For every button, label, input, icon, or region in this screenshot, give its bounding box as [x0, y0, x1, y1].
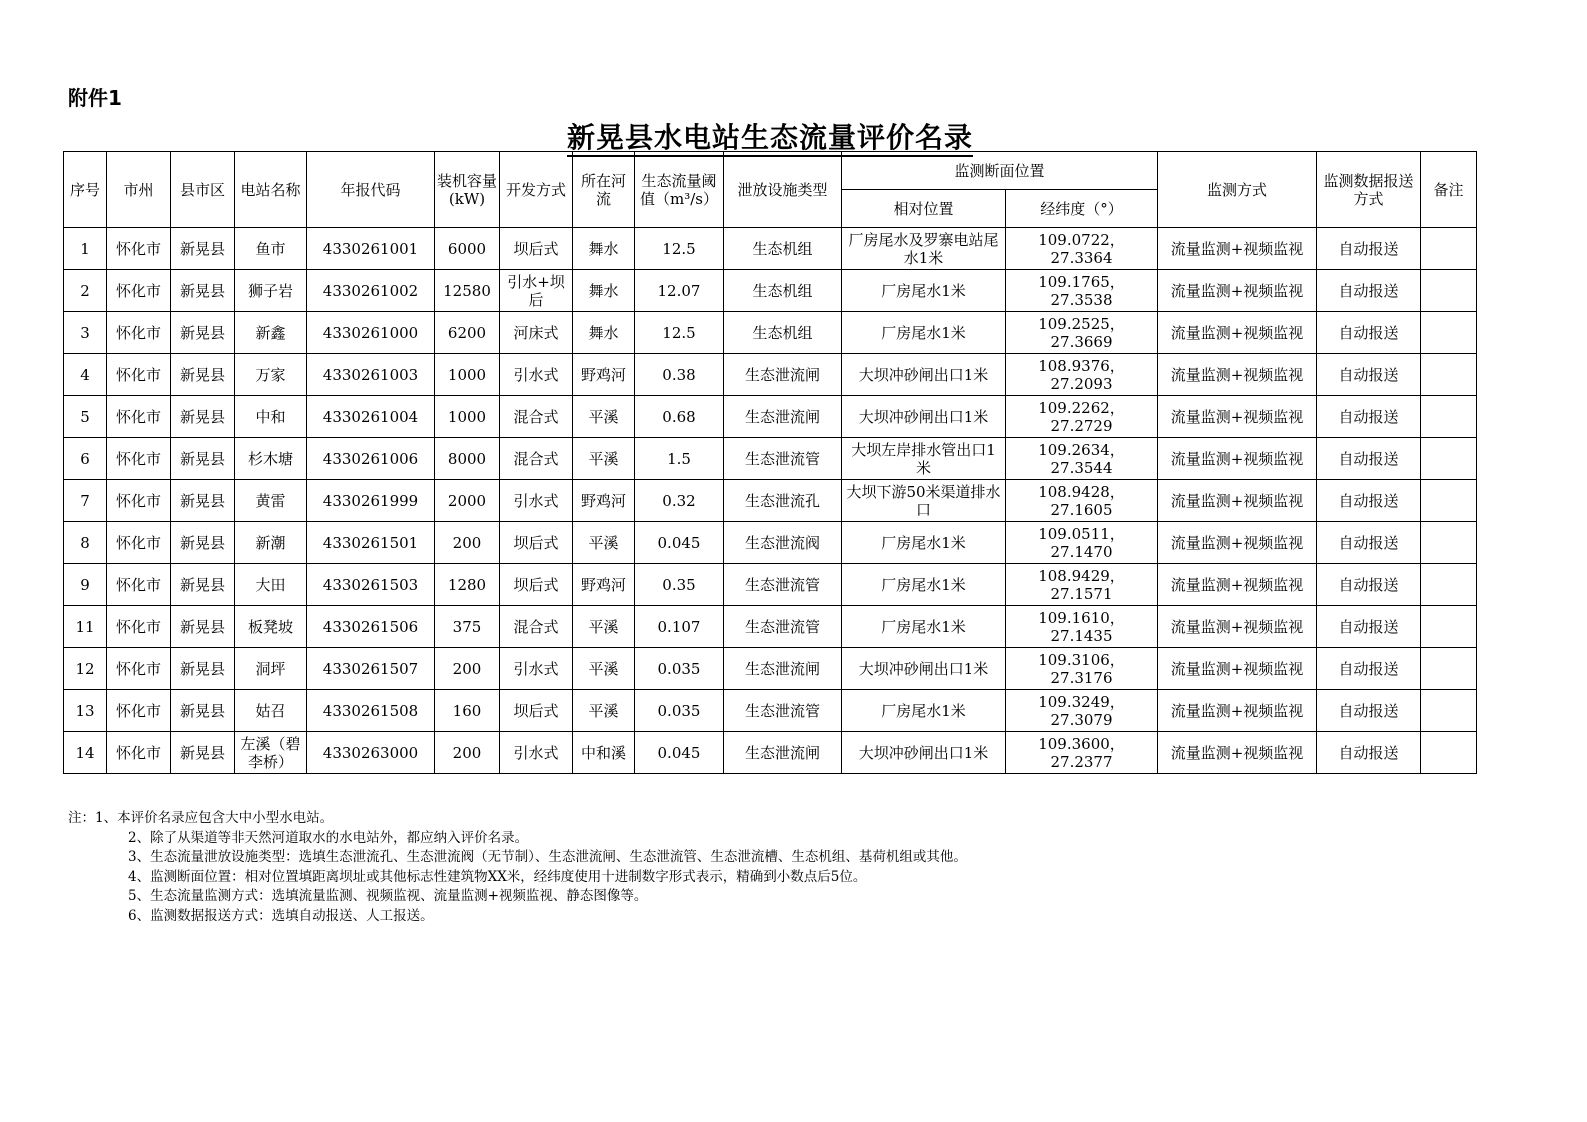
- cell-code: 4330261508: [307, 690, 435, 732]
- cell-county: 新晃县: [171, 648, 235, 690]
- table-row: [64, 312, 1477, 354]
- cell-monitor: 流量监测+视频监视: [1158, 648, 1317, 690]
- header-facility: 泄放设施类型: [724, 152, 842, 228]
- cell-county: 新晃县: [171, 270, 235, 312]
- cell-latlon: 109.2634，27.3544: [1006, 438, 1158, 480]
- cell-remark: [1421, 690, 1477, 732]
- cell-seq: 5: [64, 396, 107, 438]
- cell-latlon: 109.2262，27.2729: [1006, 396, 1158, 438]
- cell-seq: 11: [64, 606, 107, 648]
- cell-latlon: 108.9429，27.1571: [1006, 564, 1158, 606]
- header-capacity: 装机容量(kW): [435, 152, 500, 228]
- header-remark: 备注: [1421, 152, 1477, 228]
- header-threshold: 生态流量阈值（m³/s）: [635, 152, 724, 228]
- cell-monitor: 流量监测+视频监视: [1158, 564, 1317, 606]
- cell-seq: 1: [64, 228, 107, 270]
- note-line: 2、除了从渠道等非天然河道取水的水电站外，都应纳入评价名录。: [128, 829, 529, 846]
- cell-code: 4330261000: [307, 312, 435, 354]
- cell-monitor: 流量监测+视频监视: [1158, 270, 1317, 312]
- cell-county: 新晃县: [171, 732, 235, 774]
- cell-station: 万家: [235, 354, 307, 396]
- cell-facility: 生态泄流管: [724, 564, 842, 606]
- table-row: [64, 564, 1477, 606]
- cell-station: 姑召: [235, 690, 307, 732]
- cell-capacity: 8000: [435, 438, 500, 480]
- cell-latlon: 109.2525，27.3669: [1006, 312, 1158, 354]
- cell-threshold: 0.045: [635, 522, 724, 564]
- header-relative-pos: 相对位置: [842, 190, 1006, 228]
- cell-seq: 13: [64, 690, 107, 732]
- cell-facility: 生态机组: [724, 270, 842, 312]
- table-row: [64, 396, 1477, 438]
- cell-remark: [1421, 648, 1477, 690]
- cell-monitor: 流量监测+视频监视: [1158, 690, 1317, 732]
- cell-dev-mode: 引水式: [500, 480, 573, 522]
- cell-seq: 12: [64, 648, 107, 690]
- cell-latlon: 109.0511，27.1470: [1006, 522, 1158, 564]
- note-line: 3、生态流量泄放设施类型：选填生态泄流孔、生态泄流阀（无节制）、生态泄流闸、生态泄流管、生态泄流槽、生态机组、基荷机组或其他。: [128, 849, 967, 865]
- cell-relative-pos: 厂房尾水1米: [842, 606, 1006, 648]
- cell-facility: 生态泄流闸: [724, 732, 842, 774]
- note-line: 注：1、本评价名录应包含大中小型水电站。: [68, 810, 334, 826]
- cell-city: 怀化市: [107, 732, 171, 774]
- cell-remark: [1421, 270, 1477, 312]
- cell-capacity: 375: [435, 606, 500, 648]
- cell-relative-pos: 厂房尾水及罗寨电站尾水1米: [842, 228, 1006, 270]
- cell-river: 平溪: [573, 522, 635, 564]
- cell-station: 狮子岩: [235, 270, 307, 312]
- cell-code: 4330261507: [307, 648, 435, 690]
- cell-monitor: 流量监测+视频监视: [1158, 522, 1317, 564]
- cell-threshold: 0.107: [635, 606, 724, 648]
- cell-threshold: 12.5: [635, 312, 724, 354]
- cell-river: 平溪: [573, 606, 635, 648]
- cell-capacity: 200: [435, 522, 500, 564]
- cell-capacity: 160: [435, 690, 500, 732]
- header-latlon: 经纬度（°）: [1006, 190, 1158, 228]
- cell-county: 新晃县: [171, 312, 235, 354]
- header-station: 电站名称: [235, 152, 307, 228]
- cell-latlon: 109.3249，27.3079: [1006, 690, 1158, 732]
- cell-city: 怀化市: [107, 228, 171, 270]
- cell-relative-pos: 大坝冲砂闸出口1米: [842, 396, 1006, 438]
- cell-river: 平溪: [573, 438, 635, 480]
- cell-city: 怀化市: [107, 690, 171, 732]
- cell-city: 怀化市: [107, 312, 171, 354]
- cell-county: 新晃县: [171, 564, 235, 606]
- cell-report: 自动报送: [1317, 480, 1421, 522]
- cell-report: 自动报送: [1317, 522, 1421, 564]
- cell-station: 左溪（碧李桥）: [235, 732, 307, 774]
- cell-code: 4330261503: [307, 564, 435, 606]
- cell-remark: [1421, 312, 1477, 354]
- cell-station: 新潮: [235, 522, 307, 564]
- cell-remark: [1421, 396, 1477, 438]
- table-row: [64, 270, 1477, 312]
- cell-city: 怀化市: [107, 480, 171, 522]
- cell-city: 怀化市: [107, 606, 171, 648]
- cell-county: 新晃县: [171, 480, 235, 522]
- cell-remark: [1421, 438, 1477, 480]
- cell-station: 大田: [235, 564, 307, 606]
- cell-latlon: 108.9376，27.2093: [1006, 354, 1158, 396]
- cell-capacity: 6200: [435, 312, 500, 354]
- notes: [68, 809, 967, 926]
- cell-relative-pos: 大坝冲砂闸出口1米: [842, 732, 1006, 774]
- header-report: 监测数据报送方式: [1317, 152, 1421, 228]
- cell-county: 新晃县: [171, 438, 235, 480]
- note-line: 4、监测断面位置：相对位置填距离坝址或其他标志性建筑物XX米，经纬度使用十进制数字形式表示，精确到小数点后5位。: [128, 868, 867, 885]
- cell-monitor: 流量监测+视频监视: [1158, 312, 1317, 354]
- cell-relative-pos: 厂房尾水1米: [842, 690, 1006, 732]
- cell-code: 4330261003: [307, 354, 435, 396]
- cell-seq: 8: [64, 522, 107, 564]
- cell-county: 新晃县: [171, 396, 235, 438]
- cell-facility: 生态机组: [724, 228, 842, 270]
- cell-relative-pos: 厂房尾水1米: [842, 564, 1006, 606]
- cell-river: 中和溪: [573, 732, 635, 774]
- cell-report: 自动报送: [1317, 732, 1421, 774]
- cell-facility: 生态泄流闸: [724, 354, 842, 396]
- cell-threshold: 0.035: [635, 690, 724, 732]
- cell-threshold: 0.045: [635, 732, 724, 774]
- cell-remark: [1421, 354, 1477, 396]
- cell-code: 4330261002: [307, 270, 435, 312]
- header-city: 市州: [107, 152, 171, 228]
- cell-monitor: 流量监测+视频监视: [1158, 606, 1317, 648]
- cell-city: 怀化市: [107, 396, 171, 438]
- cell-river: 舞水: [573, 270, 635, 312]
- cell-remark: [1421, 480, 1477, 522]
- cell-code: 4330261001: [307, 228, 435, 270]
- cell-remark: [1421, 606, 1477, 648]
- header-county: 县市区: [171, 152, 235, 228]
- cell-threshold: 12.07: [635, 270, 724, 312]
- cell-city: 怀化市: [107, 648, 171, 690]
- cell-dev-mode: 坝后式: [500, 522, 573, 564]
- cell-dev-mode: 引水+坝后: [500, 270, 573, 312]
- cell-relative-pos: 大坝冲砂闸出口1米: [842, 648, 1006, 690]
- cell-seq: 3: [64, 312, 107, 354]
- cell-latlon: 109.0722，27.3364: [1006, 228, 1158, 270]
- cell-dev-mode: 引水式: [500, 648, 573, 690]
- cell-river: 平溪: [573, 396, 635, 438]
- cell-dev-mode: 坝后式: [500, 564, 573, 606]
- cell-report: 自动报送: [1317, 312, 1421, 354]
- cell-relative-pos: 厂房尾水1米: [842, 312, 1006, 354]
- cell-report: 自动报送: [1317, 648, 1421, 690]
- cell-seq: 4: [64, 354, 107, 396]
- cell-code: 4330261501: [307, 522, 435, 564]
- cell-report: 自动报送: [1317, 228, 1421, 270]
- cell-threshold: 0.035: [635, 648, 724, 690]
- cell-monitor: 流量监测+视频监视: [1158, 438, 1317, 480]
- cell-seq: 2: [64, 270, 107, 312]
- table-row: [64, 354, 1477, 396]
- header-dev-mode: 开发方式: [500, 152, 573, 228]
- cell-river: 舞水: [573, 228, 635, 270]
- cell-county: 新晃县: [171, 228, 235, 270]
- cell-dev-mode: 引水式: [500, 354, 573, 396]
- cell-code: 4330263000: [307, 732, 435, 774]
- header-seq: 序号: [64, 152, 107, 228]
- attachment-label: 附件1: [68, 86, 122, 110]
- cell-latlon: 108.9428，27.1605: [1006, 480, 1158, 522]
- cell-capacity: 1280: [435, 564, 500, 606]
- cell-capacity: 200: [435, 648, 500, 690]
- cell-facility: 生态泄流闸: [724, 648, 842, 690]
- cell-river: 平溪: [573, 690, 635, 732]
- header-river: 所在河流: [573, 152, 635, 228]
- station-table: [63, 151, 1477, 774]
- cell-relative-pos: 大坝下游50米渠道排水口: [842, 480, 1006, 522]
- cell-report: 自动报送: [1317, 690, 1421, 732]
- cell-latlon: 109.1610，27.1435: [1006, 606, 1158, 648]
- cell-river: 野鸡河: [573, 564, 635, 606]
- cell-latlon: 109.3600，27.2377: [1006, 732, 1158, 774]
- cell-facility: 生态泄流闸: [724, 396, 842, 438]
- cell-report: 自动报送: [1317, 564, 1421, 606]
- cell-relative-pos: 厂房尾水1米: [842, 270, 1006, 312]
- cell-latlon: 109.3106，27.3176: [1006, 648, 1158, 690]
- cell-monitor: 流量监测+视频监视: [1158, 396, 1317, 438]
- cell-code: 4330261506: [307, 606, 435, 648]
- cell-city: 怀化市: [107, 270, 171, 312]
- cell-relative-pos: 大坝左岸排水管出口1米: [842, 438, 1006, 480]
- cell-facility: 生态机组: [724, 312, 842, 354]
- cell-county: 新晃县: [171, 522, 235, 564]
- cell-report: 自动报送: [1317, 270, 1421, 312]
- cell-dev-mode: 坝后式: [500, 690, 573, 732]
- cell-facility: 生态泄流管: [724, 690, 842, 732]
- cell-threshold: 1.5: [635, 438, 724, 480]
- header-code: 年报代码: [307, 152, 435, 228]
- cell-station: 洞坪: [235, 648, 307, 690]
- cell-river: 野鸡河: [573, 480, 635, 522]
- page-title: [0, 116, 1540, 156]
- cell-city: 怀化市: [107, 354, 171, 396]
- cell-monitor: 流量监测+视频监视: [1158, 354, 1317, 396]
- cell-county: 新晃县: [171, 690, 235, 732]
- cell-capacity: 6000: [435, 228, 500, 270]
- cell-city: 怀化市: [107, 522, 171, 564]
- cell-dev-mode: 混合式: [500, 438, 573, 480]
- table-row: [64, 606, 1477, 648]
- table-row: [64, 648, 1477, 690]
- cell-relative-pos: 大坝冲砂闸出口1米: [842, 354, 1006, 396]
- cell-river: 野鸡河: [573, 354, 635, 396]
- cell-remark: [1421, 732, 1477, 774]
- cell-monitor: 流量监测+视频监视: [1158, 480, 1317, 522]
- cell-river: 舞水: [573, 312, 635, 354]
- cell-threshold: 0.38: [635, 354, 724, 396]
- cell-station: 新鑫: [235, 312, 307, 354]
- cell-threshold: 0.35: [635, 564, 724, 606]
- cell-report: 自动报送: [1317, 606, 1421, 648]
- cell-threshold: 0.32: [635, 480, 724, 522]
- cell-facility: 生态泄流管: [724, 438, 842, 480]
- cell-facility: 生态泄流管: [724, 606, 842, 648]
- cell-city: 怀化市: [107, 438, 171, 480]
- cell-station: 杉木塘: [235, 438, 307, 480]
- header-section: 监测断面位置: [842, 152, 1158, 190]
- cell-capacity: 1000: [435, 396, 500, 438]
- cell-seq: 6: [64, 438, 107, 480]
- page-title-text: 新晃县水电站生态流量评价名录: [567, 121, 973, 157]
- table-row: [64, 690, 1477, 732]
- cell-remark: [1421, 522, 1477, 564]
- cell-monitor: 流量监测+视频监视: [1158, 228, 1317, 270]
- cell-station: 鱼市: [235, 228, 307, 270]
- cell-seq: 7: [64, 480, 107, 522]
- cell-code: 4330261004: [307, 396, 435, 438]
- cell-capacity: 200: [435, 732, 500, 774]
- cell-facility: 生态泄流阀: [724, 522, 842, 564]
- cell-dev-mode: 坝后式: [500, 228, 573, 270]
- cell-city: 怀化市: [107, 564, 171, 606]
- cell-latlon: 109.1765，27.3538: [1006, 270, 1158, 312]
- cell-county: 新晃县: [171, 354, 235, 396]
- table-body: [64, 228, 1477, 774]
- header-monitor: 监测方式: [1158, 152, 1317, 228]
- table-row: [64, 732, 1477, 774]
- cell-report: 自动报送: [1317, 438, 1421, 480]
- cell-report: 自动报送: [1317, 396, 1421, 438]
- table-row: [64, 228, 1477, 270]
- cell-remark: [1421, 564, 1477, 606]
- cell-dev-mode: 混合式: [500, 606, 573, 648]
- cell-threshold: 0.68: [635, 396, 724, 438]
- cell-code: 4330261999: [307, 480, 435, 522]
- cell-report: 自动报送: [1317, 354, 1421, 396]
- cell-capacity: 1000: [435, 354, 500, 396]
- cell-station: 中和: [235, 396, 307, 438]
- cell-facility: 生态泄流孔: [724, 480, 842, 522]
- table-row: [64, 480, 1477, 522]
- table-row: [64, 438, 1477, 480]
- cell-seq: 9: [64, 564, 107, 606]
- cell-code: 4330261006: [307, 438, 435, 480]
- cell-capacity: 2000: [435, 480, 500, 522]
- cell-monitor: 流量监测+视频监视: [1158, 732, 1317, 774]
- cell-capacity: 12580: [435, 270, 500, 312]
- cell-relative-pos: 厂房尾水1米: [842, 522, 1006, 564]
- note-line: 6、监测数据报送方式：选填自动报送、人工报送。: [128, 907, 434, 924]
- cell-county: 新晃县: [171, 606, 235, 648]
- cell-seq: 14: [64, 732, 107, 774]
- cell-dev-mode: 河床式: [500, 312, 573, 354]
- cell-threshold: 12.5: [635, 228, 724, 270]
- cell-river: 平溪: [573, 648, 635, 690]
- cell-dev-mode: 混合式: [500, 396, 573, 438]
- cell-dev-mode: 引水式: [500, 732, 573, 774]
- cell-station: 板凳坡: [235, 606, 307, 648]
- note-line: 5、生态流量监测方式：选填流量监测、视频监视、流量监测+视频监视、静态图像等。: [128, 888, 648, 904]
- cell-station: 黄雷: [235, 480, 307, 522]
- cell-remark: [1421, 228, 1477, 270]
- table-row: [64, 522, 1477, 564]
